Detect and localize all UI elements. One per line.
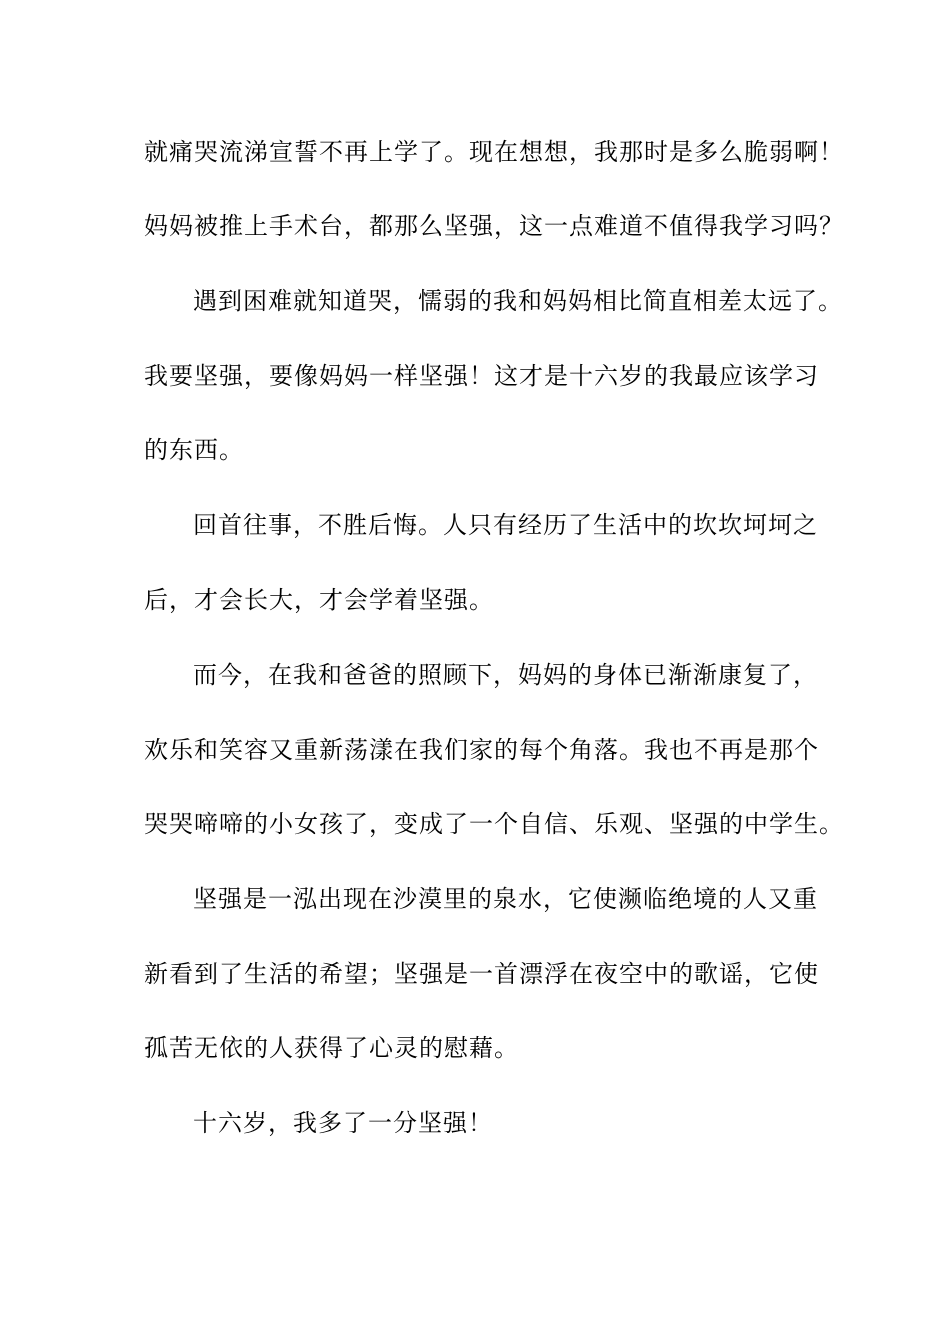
text-line: 妈妈被推上手术台，都那么坚强，这一点难道不值得我学习吗？ — [144, 212, 844, 240]
text-line: 哭哭啼啼的小女孩了，变成了一个自信、乐观、坚强的中学生。 — [144, 810, 844, 838]
text-line: 我要坚强，要像妈妈一样坚强！这才是十六岁的我最应该学习 — [144, 362, 819, 390]
paragraph-start-line: 遇到困难就知道哭，懦弱的我和妈妈相比简直相差太远了。 — [193, 287, 843, 315]
text-line: 孤苦无依的人获得了心灵的慰藉。 — [144, 1034, 519, 1062]
paragraph-start-line: 回首往事，不胜后悔。人只有经历了生活中的坎坎坷坷之 — [193, 511, 818, 539]
paragraph-start-line: 十六岁，我多了一分坚强！ — [193, 1109, 493, 1137]
text-line: 后，才会长大，才会学着坚强。 — [144, 586, 494, 614]
text-line: 新看到了生活的希望；坚强是一首漂浮在夜空中的歌谣，它使 — [144, 960, 819, 988]
text-line: 欢乐和笑容又重新荡漾在我们家的每个角落。我也不再是那个 — [144, 736, 819, 764]
paragraph-start-line: 而今，在我和爸爸的照顾下，妈妈的身体已渐渐康复了， — [193, 661, 818, 689]
paragraph-start-line: 坚强是一泓出现在沙漠里的泉水，它使濒临绝境的人又重 — [193, 885, 818, 913]
text-line: 就痛哭流涕宣誓不再上学了。现在想想，我那时是多么脆弱啊！ — [144, 138, 844, 166]
text-line: 的东西。 — [144, 436, 244, 464]
